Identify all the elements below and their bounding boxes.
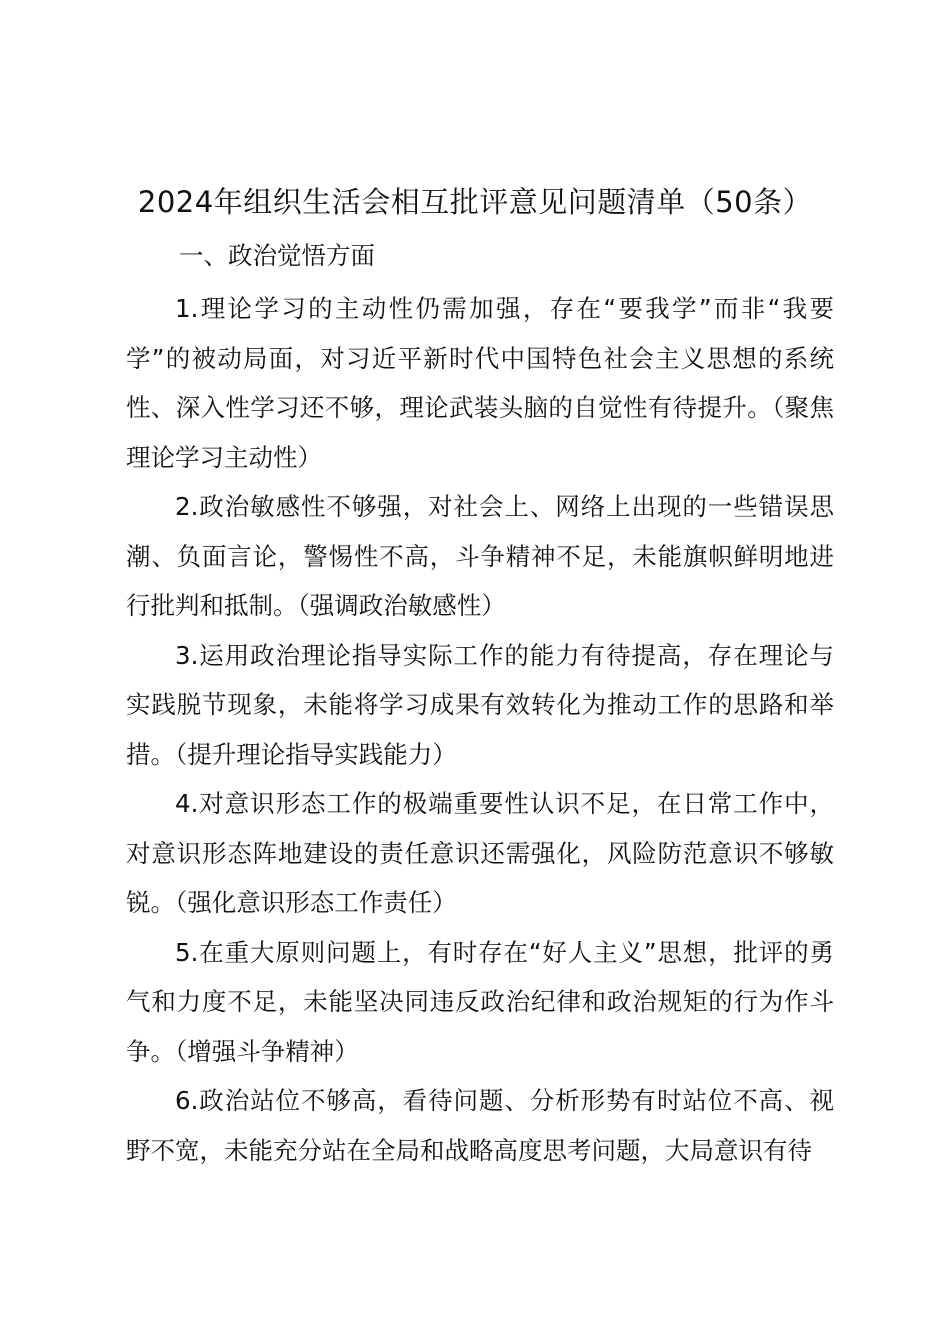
document-title: 2024年组织生活会相互批评意见问题清单（50条） xyxy=(137,185,813,219)
section-heading: 一、政治觉悟方面 xyxy=(179,241,375,270)
paragraph-item-2: 2.政治敏感性不够强，对社会上、网络上出现的一些错误思潮、负面言论，警惕性不高，斗争精神不足，未能旗帜鲜明地进行批判和抵制。（强调政治敏感性） xyxy=(126,492,834,620)
paragraph-item-3: 3.运用政治理论指导实际工作的能力有待提高，存在理论与实践脱节现象，未能将学习成果有效转化为推动工作的思路和举措。（提升理论指导实践能力） xyxy=(126,640,834,769)
paragraph-item-6: 6.政治站位不够高，看待问题、分析形势有时站位不高、视野不宽，未能充分站在全局和战略高度思考问题，大局意识有待 xyxy=(126,1086,834,1165)
document-body xyxy=(126,284,834,1175)
paragraph-item-1: 1.理论学习的主动性仍需加强，存在“要我学”而非“我要学”的被动局面，对习近平新时代中国特色社会主义思想的系统性、深入性学习还不够，理论武装头脑的自觉性有待提升。（聚焦理论学习主动性） xyxy=(126,294,834,472)
paragraph-item-4: 4.对意识形态工作的极端重要性认识不足，在日常工作中，对意识形态阵地建设的责任意识还需强化，风险防范意识不够敏锐。（强化意识形态工作责任） xyxy=(126,789,834,917)
paragraph-item-5: 5.在重大原则问题上，有时存在“好人主义”思想，批评的勇气和力度不足，未能坚决同违反政治纪律和政治规矩的行为作斗争。（增强斗争精神） xyxy=(126,937,834,1066)
